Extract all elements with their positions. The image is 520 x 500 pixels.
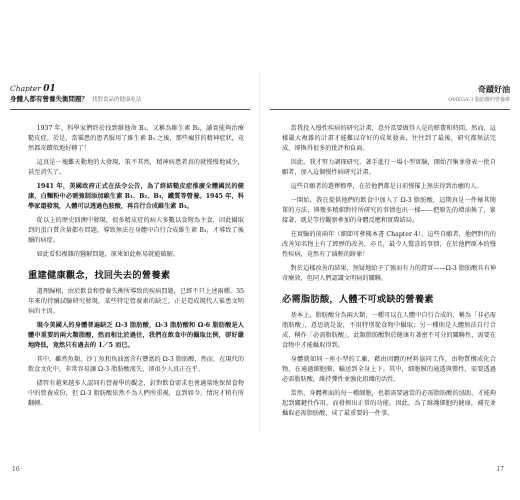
chapter-title bbox=[10, 94, 142, 103]
paragraph: 1937 年，科學家們終於找到維他命 B₃，又稱為維生素 B₃，讀實能夠治療糙皮症。於是，當罹患的患者服用了維生素 B₃ 之後，那些瘋狂的精神症狀，竟然都奇蹟似地好轉了！ bbox=[28, 125, 244, 152]
book-title: 奇蹟好油 bbox=[478, 84, 510, 94]
paragraph: 現今美國人的身體普遍缺乏 Ω-3 脂肪酸，Ω-3 脂肪酸和 Ω-6 脂肪酸是人體中重要的兩大類脂酸，然而相比於過往，我們在飲食中的攝取比例，卻好嚴地降低，竟然只有過去的 1／5 而已。 bbox=[28, 322, 244, 349]
section-heading: 重建健康觀念，找回失去的營養素 bbox=[28, 270, 171, 281]
paragraph: 在實驗的前兩年（細節可參閱本書 Chapter 4），這些自願者，他們對仍的改善知名物上有了經歷的改善，亦且，最令人驚喜的事情，在於他們原本的慢性疾病，竟然有了減輕的跡象！ bbox=[282, 231, 496, 258]
paragraph: 一開始，我在提供他們的飲食中加入了 Ω-3 脂肪酸，這期真是一件極其簡單的方法，與幾多精細對待所研究的事情也出一樣——把原先的增油換了，緊接著，就是等待觀察參加的身體反應和實際結局。 bbox=[282, 197, 496, 224]
chapter-number: 01 bbox=[43, 84, 56, 94]
right-running-header bbox=[270, 84, 510, 110]
paragraph: 1941 年，美國政府正式在法令公告，為了終結糙皮症推廣全體國民的健康，白麵粉中必需強制添加維生素 B₁、B₂、B₃，鐵質等營養。1945 年，科學家還發現，人體可以透過色胺酸，再自行合成維生素 B₃。 bbox=[28, 183, 244, 210]
chapter-word: Chapter bbox=[10, 84, 41, 93]
paragraph: 當然，身體裡面的每一種細胞，也都需要適當的必需脂肪酸的協助，才能夠起到關鍵性作用，而發揮出正常的功能。因此，為了維護細胞的健康，補充並攝取必需脂肪酸，成了最重要的一件事。 bbox=[282, 390, 496, 417]
header-rule bbox=[270, 109, 510, 110]
right-body bbox=[282, 124, 496, 423]
right-page bbox=[270, 0, 510, 500]
left-running-header bbox=[10, 84, 250, 110]
paragraph: 儘管有越來越多人認同有營養學的觀念，針對飲食需求也會適量地保留食物中的營養成份，但 Ω-3 脂肪酸依然不為人們所重視，直到如今，情況才稍有所翻轉。 bbox=[28, 380, 244, 407]
book-subtitle: OMEGA-3 脂肪酸的營養療 bbox=[448, 97, 510, 103]
paragraph: 當我投入慢性疾病的研究計畫，意外當要做得人是的經費和時間，然而，這樣嚴大複雜的計畫才能難以存好的成果發表，往往到了最後，研究都無法完成，卻換得很多的批評和負面。 bbox=[282, 125, 496, 152]
paragraph: 對於這樣改善的結果，無疑地給予了強而有力的證實——Ω-3 脂肪酸具有神奇療效，但同人們認識文明病的關聯。 bbox=[282, 265, 496, 282]
paragraph: 從以上的歷史回溯中發現，很多精皮症的病人多數以食物為主食，因此攝取到的蛋白質含量都有問題，導致無法在身體中自行合成維生素 B₃，才導致了後續的病症。 bbox=[28, 217, 244, 244]
paragraph: 其中，雖然魚類、沙丁魚和魚油富含有豐富的 Ω-3 脂肪酸，然而，在現代的飲食文化中，非常容易讓 Ω-3 脂肪酸流失，卻很少人真正在乎。 bbox=[28, 356, 244, 373]
paragraph: 如此看似複雜的醫解問題，原來如此輕易就能破解。 bbox=[36, 251, 179, 258]
paragraph: 道理歸根，由於飲食和營養失衡所導致的疾病問題，已經不只上述兩種。35 年來的持續試驗研究發現，某些特定營養素的缺乏，正是造成現代人罹患文明病的主因。 bbox=[28, 288, 244, 315]
header-rule bbox=[10, 109, 250, 110]
paragraph: 基本上，脂肪酸分為兩大類，一種可以在人體中自行合成的，稱為「非必需脂肪酸」，意思就是說，不用特別從食物中攝取；另一種則是人體無法自行合成，稱作「必需脂肪酸」，此類脂肪酸對於健康有著密不可分的關聯性，需要在食物中才能攝取得到。 bbox=[282, 312, 496, 349]
left-page bbox=[10, 0, 250, 500]
paragraph: 這真是一塊難天動地的大發現，策不其然，精神病患者真的就慢慢地減少，甚至消失了。 bbox=[28, 159, 244, 176]
chapter-subtitle: 找對食品的健康吃法 bbox=[92, 97, 142, 103]
gutter bbox=[259, 70, 260, 430]
page-number: 16 bbox=[12, 466, 20, 473]
paragraph: 身體就如同一座小型的工廠，藉由固體的材料協同工作，由物質構成化合物，在通過細胞膜，輸送到全身上下。其中，細胞膜的通透與彈性，需要透過必需脂肪酸，維持彈性並強化組織的活性。 bbox=[282, 356, 496, 383]
page-number: 17 bbox=[496, 466, 504, 473]
chapter-label bbox=[10, 84, 56, 94]
left-body bbox=[28, 124, 244, 413]
paragraph: 這些自願者的選擇標準，在於他們都是日前慢罹上無法得到治癒的人。 bbox=[290, 183, 483, 190]
chapter-title-text: 身體人都有營養失衡問題？ bbox=[10, 95, 88, 103]
paragraph: 因此，我才努力調探研究，著手進行一場小型實驗，開始召集並發表一批自願者，加入這個慢性病研究計畫。 bbox=[282, 159, 496, 176]
section-heading: 必需脂肪酸，人體不可或缺的營養素 bbox=[282, 294, 434, 305]
